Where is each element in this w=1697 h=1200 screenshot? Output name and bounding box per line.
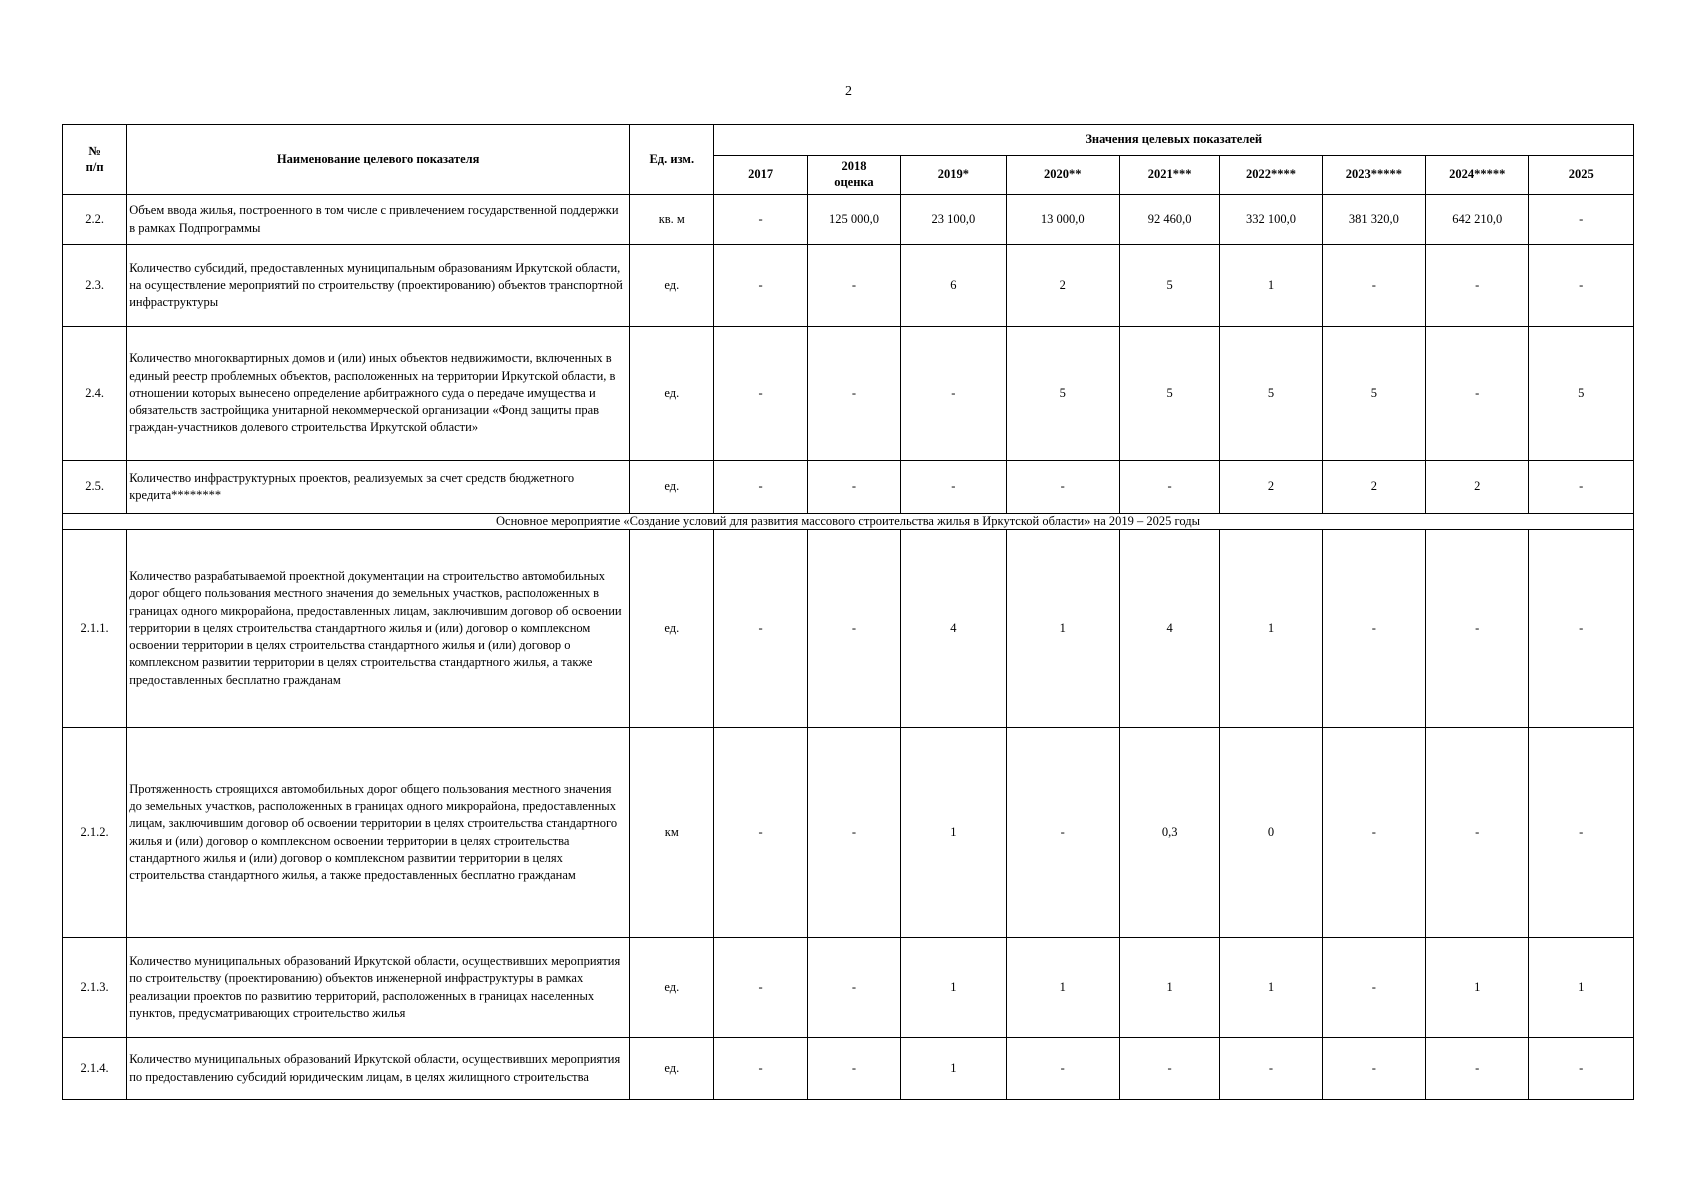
indicator-value: - (714, 327, 807, 461)
indicator-value: - (714, 530, 807, 728)
header-year: 2020** (1006, 156, 1119, 195)
indicator-value: 2 (1006, 245, 1119, 327)
indicator-value: 1 (1220, 938, 1322, 1038)
header-year: 2017 (714, 156, 807, 195)
indicator-value: 642 210,0 (1426, 195, 1529, 245)
header-year: 2021*** (1119, 156, 1219, 195)
row-number: 2.1.4. (63, 1038, 127, 1100)
indicator-value: - (714, 195, 807, 245)
header-year: 2019* (901, 156, 1006, 195)
indicator-value: - (714, 728, 807, 938)
indicator-value: 1 (901, 1038, 1006, 1100)
table-row (63, 728, 1634, 938)
indicator-value: - (1322, 245, 1425, 327)
indicator-value: - (807, 245, 900, 327)
indicator-value: 1 (1119, 938, 1219, 1038)
indicator-value: - (1426, 1038, 1529, 1100)
row-number: 2.3. (63, 245, 127, 327)
indicator-value: - (1322, 1038, 1425, 1100)
indicator-value: 4 (901, 530, 1006, 728)
indicator-value: 5 (1322, 327, 1425, 461)
indicator-value: 23 100,0 (901, 195, 1006, 245)
indicator-value: - (714, 938, 807, 1038)
indicator-value: - (714, 1038, 807, 1100)
indicator-name: Количество многоквартирных домов и (или) иных объектов недвижимости, включенных в единый реестр проблемных объектов, расположенных на территории Иркутской области, в отношении которых вынесено определение арбитражного суда о передаче имущества и обязательств застройщика унитарной некоммерческой организации «Фонд защиты прав граждан-участников долевого строительства Иркутской области» (127, 327, 630, 461)
indicator-value: 5 (1119, 245, 1219, 327)
header-year: 2018 оценка (807, 156, 900, 195)
indicator-value: - (1322, 938, 1425, 1038)
table-row (63, 530, 1634, 728)
indicator-value: 332 100,0 (1220, 195, 1322, 245)
indicator-value: 1 (1006, 938, 1119, 1038)
indicator-value: 0 (1220, 728, 1322, 938)
indicator-value: - (1006, 728, 1119, 938)
indicator-name: Объем ввода жилья, построенного в том числе с привлечением государственной поддержки в рамках Подпрограммы (127, 195, 630, 245)
indicator-value: - (807, 938, 900, 1038)
indicator-value: 1 (1220, 530, 1322, 728)
indicator-value: - (807, 327, 900, 461)
indicator-value: - (1322, 530, 1425, 728)
page-number: 2 (845, 84, 852, 99)
indicator-value: - (1529, 461, 1634, 514)
indicator-name: Протяженность строящихся автомобильных дорог общего пользования местного значения до земельных участков, расположенных в границах одного микрорайона, предоставленных лицам, заключившим договор об освоении территории в целях строительства стандартного жилья и (или) договор о комплексном освоении территории в целях строительства стандартного жилья и (или) договор о комплексном развитии территории в целях строительства стандартного жилья, а также предоставленных бесплатно гражданам (127, 728, 630, 938)
target-indicators-table (62, 124, 1634, 1100)
indicator-value: - (807, 728, 900, 938)
indicator-name: Количество инфраструктурных проектов, реализуемых за счет средств бюджетного кредита******** (127, 461, 630, 514)
indicator-value: - (1529, 530, 1634, 728)
indicator-value: 92 460,0 (1119, 195, 1219, 245)
indicator-value: 1 (1006, 530, 1119, 728)
indicator-value: 1 (901, 938, 1006, 1038)
header-year: 2024***** (1426, 156, 1529, 195)
unit-of-measure: ед. (630, 327, 714, 461)
indicator-name: Количество муниципальных образований Иркутской области, осуществивших мероприятия по предоставлению субсидий юридическим лицам, в целях жилищного строительства (127, 1038, 630, 1100)
row-number: 2.1.2. (63, 728, 127, 938)
indicator-value: - (1119, 461, 1219, 514)
indicator-value: 0,3 (1119, 728, 1219, 938)
unit-of-measure: ед. (630, 245, 714, 327)
table-row (63, 245, 1634, 327)
header-year: 2022**** (1220, 156, 1322, 195)
indicator-value: - (1426, 530, 1529, 728)
indicator-value: 125 000,0 (807, 195, 900, 245)
row-number: 2.2. (63, 195, 127, 245)
indicator-value: - (1220, 1038, 1322, 1100)
indicator-name: Количество субсидий, предоставленных муниципальным образованиям Иркутской области, на осуществление мероприятий по строительству (проектированию) объектов транспортной инфраструктуры (127, 245, 630, 327)
unit-of-measure: ед. (630, 461, 714, 514)
header-num: № п/п (63, 125, 127, 195)
section-title: Основное мероприятие «Создание условий для развития массового строительства жилья в Иркутской области» на 2019 – 2025 годы (63, 514, 1634, 530)
indicator-value: - (1529, 728, 1634, 938)
indicator-value: - (1529, 245, 1634, 327)
indicator-value: 6 (901, 245, 1006, 327)
indicator-value: - (1322, 728, 1425, 938)
indicator-value: - (807, 461, 900, 514)
indicator-value: 5 (1220, 327, 1322, 461)
row-number: 2.1.1. (63, 530, 127, 728)
indicator-value: 381 320,0 (1322, 195, 1425, 245)
indicator-name: Количество разрабатываемой проектной документации на строительство автомобильных дорог общего пользования местного значения до земельных участков, расположенных в границах одного микрорайона, предоставленных лицам, заключившим договор об освоении территории в целях строительства стандартного жилья и (или) договор о комплексном освоении территории в целях строительства стандартного жилья и (или) договор о комплексном развитии территории в целях строительства стандартного жилья, а также предоставленных бесплатно гражданам (127, 530, 630, 728)
table-row (63, 327, 1634, 461)
header-name: Наименование целевого показателя (127, 125, 630, 195)
indicator-value: - (1426, 728, 1529, 938)
row-number: 2.4. (63, 327, 127, 461)
indicator-value: 1 (1220, 245, 1322, 327)
header-unit: Ед. изм. (630, 125, 714, 195)
indicator-value: 13 000,0 (1006, 195, 1119, 245)
unit-of-measure: ед. (630, 938, 714, 1038)
table-body-bottom (63, 530, 1634, 1100)
table-row (63, 461, 1634, 514)
indicator-value: - (1006, 1038, 1119, 1100)
indicator-value: - (1529, 195, 1634, 245)
indicator-value: 5 (1119, 327, 1219, 461)
row-number: 2.1.3. (63, 938, 127, 1038)
header-year: 2025 (1529, 156, 1634, 195)
indicator-value: - (1426, 245, 1529, 327)
indicator-value: 1 (901, 728, 1006, 938)
header-year: 2023***** (1322, 156, 1425, 195)
indicator-value: 5 (1529, 327, 1634, 461)
indicator-value: - (807, 1038, 900, 1100)
indicator-value: - (1529, 1038, 1634, 1100)
indicator-value: - (1006, 461, 1119, 514)
table-row (63, 195, 1634, 245)
unit-of-measure: км (630, 728, 714, 938)
indicator-value: 5 (1006, 327, 1119, 461)
indicator-value: - (714, 245, 807, 327)
indicator-value: - (901, 461, 1006, 514)
indicator-value: 1 (1529, 938, 1634, 1038)
table-row (63, 938, 1634, 1038)
indicator-value: - (714, 461, 807, 514)
indicator-value: - (807, 530, 900, 728)
header-values-group: Значения целевых показателей (714, 125, 1634, 156)
indicator-value: 4 (1119, 530, 1219, 728)
indicator-value: - (1426, 327, 1529, 461)
unit-of-measure: кв. м (630, 195, 714, 245)
section-row (63, 514, 1634, 530)
indicator-value: - (1119, 1038, 1219, 1100)
indicator-value: 2 (1322, 461, 1425, 514)
table-row (63, 1038, 1634, 1100)
row-number: 2.5. (63, 461, 127, 514)
indicator-value: 2 (1220, 461, 1322, 514)
indicator-name: Количество муниципальных образований Иркутской области, осуществивших мероприятия по строительству (проектированию) объектов инженерной инфраструктуры в рамках реализации проектов по развитию территорий, расположенных в границах населенных пунктов, предусматривающих строительство жилья (127, 938, 630, 1038)
unit-of-measure: ед. (630, 530, 714, 728)
indicator-value: - (901, 327, 1006, 461)
table-body-top (63, 195, 1634, 514)
unit-of-measure: ед. (630, 1038, 714, 1100)
indicator-value: 1 (1426, 938, 1529, 1038)
indicator-value: 2 (1426, 461, 1529, 514)
